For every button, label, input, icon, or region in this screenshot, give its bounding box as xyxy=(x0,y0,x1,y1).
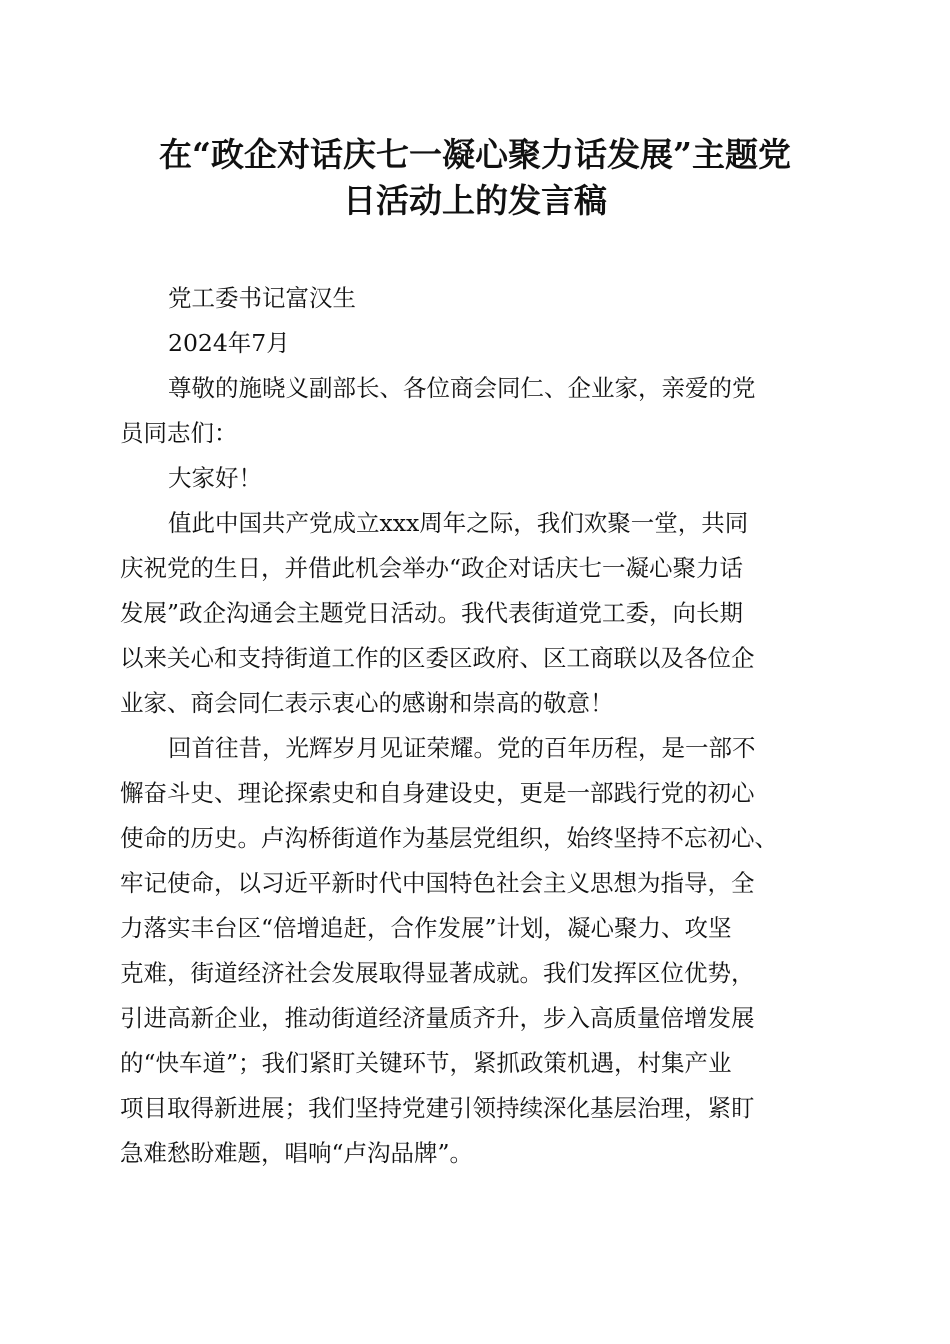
date-line: 2024年7月 xyxy=(168,329,290,357)
paragraph-line: 项目取得新进展；我们坚持党建引领持续深化基层治理，紧盯 xyxy=(120,1094,755,1122)
paragraph-line: 发展”政企沟通会主题党日活动。我代表街道党工委，向长期 xyxy=(120,599,744,627)
paragraph-line: 牢记使命，以习近平新时代中国特色社会主义思想为指导，全 xyxy=(120,869,755,897)
salutation-line: 员同志们： xyxy=(120,419,238,447)
salutation xyxy=(120,366,840,456)
greeting: 大家好！ xyxy=(168,464,262,492)
paragraph-line: 以来关心和支持街道工作的区委区政府、区工商联以及各位企 xyxy=(120,644,755,672)
paragraph-2 xyxy=(120,726,840,1176)
paragraph-line: 业家、商会同仁表示衷心的感谢和崇高的敬意！ xyxy=(120,689,614,717)
title-line-1: 在“政企对话庆七一凝心聚力话发展”主题党 xyxy=(159,135,791,174)
paragraph-line: 急难愁盼难题，唱响“卢沟品牌”。 xyxy=(120,1139,474,1167)
paragraph-1 xyxy=(120,501,840,726)
paragraph-line: 力落实丰台区“倍增追赶，合作发展”计划，凝心聚力、攻坚 xyxy=(120,914,732,942)
document-title xyxy=(110,132,840,224)
paragraph-line: 使命的历史。卢沟桥街道作为基层党组织，始终坚持不忘初心、 xyxy=(120,824,778,852)
document-body xyxy=(120,276,840,1176)
title-line-2: 日活动上的发言稿 xyxy=(343,181,607,220)
paragraph-line: 回首往昔，光辉岁月见证荣耀。党的百年历程，是一部不 xyxy=(168,734,756,762)
paragraph-line: 的“快车道”；我们紧盯关键环节，紧抓政策机遇，村集产业 xyxy=(120,1049,732,1077)
paragraph-line: 值此中国共产党成立xxx周年之际，我们欢聚一堂，共同 xyxy=(168,509,749,537)
paragraph-line: 庆祝党的生日，并借此机会举办“政企对话庆七一凝心聚力话 xyxy=(120,554,744,582)
paragraph-line: 克难，街道经济社会发展取得显著成就。我们发挥区位优势， xyxy=(120,959,755,987)
author-line: 党工委书记富汉生 xyxy=(168,284,356,312)
paragraph-line: 引进高新企业，推动街道经济量质齐升，步入高质量倍增发展 xyxy=(120,1004,755,1032)
salutation-line: 尊敬的施晓义副部长、各位商会同仁、企业家，亲爱的党 xyxy=(168,374,756,402)
paragraph-line: 懈奋斗史、理论探索史和自身建设史，更是一部践行党的初心 xyxy=(120,779,755,807)
